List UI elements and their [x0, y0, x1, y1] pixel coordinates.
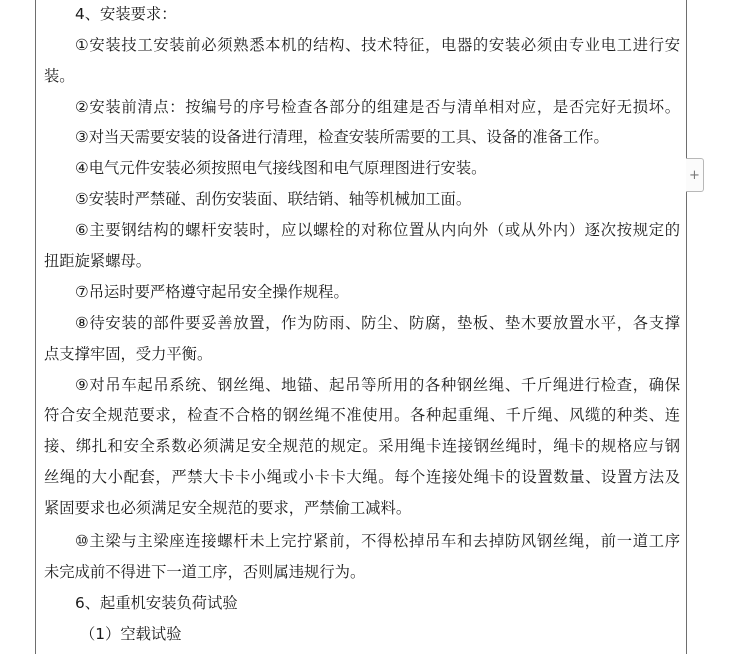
paragraph-line: ⑨对吊车起吊系统、钢丝绳、地锚、起吊等所用的各种钢丝绳、千斤绳进行检查，确保	[75, 376, 680, 394]
paragraph-line: ⑥主要钢结构的螺杆安装时，应以螺栓的对称位置从内向外（或从外内）逐次按规定的	[75, 221, 680, 239]
paragraph-line: ⑩主梁与主梁座连接螺杆未上完拧紧前，不得松掉吊车和去掉防风钢丝绳，前一道工序	[75, 532, 680, 550]
paragraph-line: ①安装技工安装前必须熟悉本机的结构、技术特征，电器的安装必须由专业电工进行安	[75, 36, 680, 54]
section-heading-4: 4、安装要求：	[75, 5, 177, 23]
paragraph-line: ④电气元件安装必须按照电气接线图和电气原理图进行安装。	[75, 159, 487, 177]
subsection-heading: （1）空载试验	[80, 625, 182, 643]
paragraph-line: ⑧待安装的部件要妥善放置，作为防雨、防尘、防腐，垫板、垫木要放置水平，各支撑	[75, 314, 680, 332]
paragraph-line: ⑤安装时严禁碰、刮伤安装面、联结销、轴等机械加工面。	[75, 190, 472, 208]
expand-button[interactable]	[686, 158, 704, 192]
paragraph-line: 扭距旋紧螺母。	[44, 252, 152, 270]
paragraph-line: ③对当天需要安装的设备进行清理，检查安装所需要的工具、设备的准备工作。	[75, 128, 609, 146]
paragraph-line: 未完成前不得进下一道工序，否则属违规行为。	[44, 563, 366, 581]
paragraph-line: 装。	[44, 67, 75, 85]
paragraph-line: ⑦吊运时要严格遵守起吊安全操作规程。	[75, 283, 349, 301]
page-border-left	[35, 0, 36, 654]
paragraph-line: 丝绳的大小配套，严禁大卡卡小绳或小卡卡大绳。每个连接处绳卡的设置数量、设置方法及	[44, 468, 680, 486]
paragraph-line: 接、绑扎和安全系数必须满足安全规范的规定。采用绳卡连接钢丝绳时，绳卡的规格应与钢	[44, 437, 680, 455]
paragraph-line: 点支撑牢固，受力平衡。	[44, 345, 213, 363]
page-border-right	[686, 0, 687, 654]
paragraph-line: 紧固要求也必须满足安全规范的要求，严禁偷工减料。	[44, 499, 412, 517]
section-heading-6: 6、起重机安装负荷试验	[75, 594, 238, 612]
plus-icon: +	[689, 167, 700, 183]
paragraph-line: 符合安全规范要求，检查不合格的钢丝绳不准使用。各种起重绳、千斤绳、风缆的种类、连	[44, 406, 680, 424]
paragraph-line: ②安装前清点：按编号的序号检查各部分的组建是否与清单相对应，是否完好无损坏。	[75, 98, 680, 116]
